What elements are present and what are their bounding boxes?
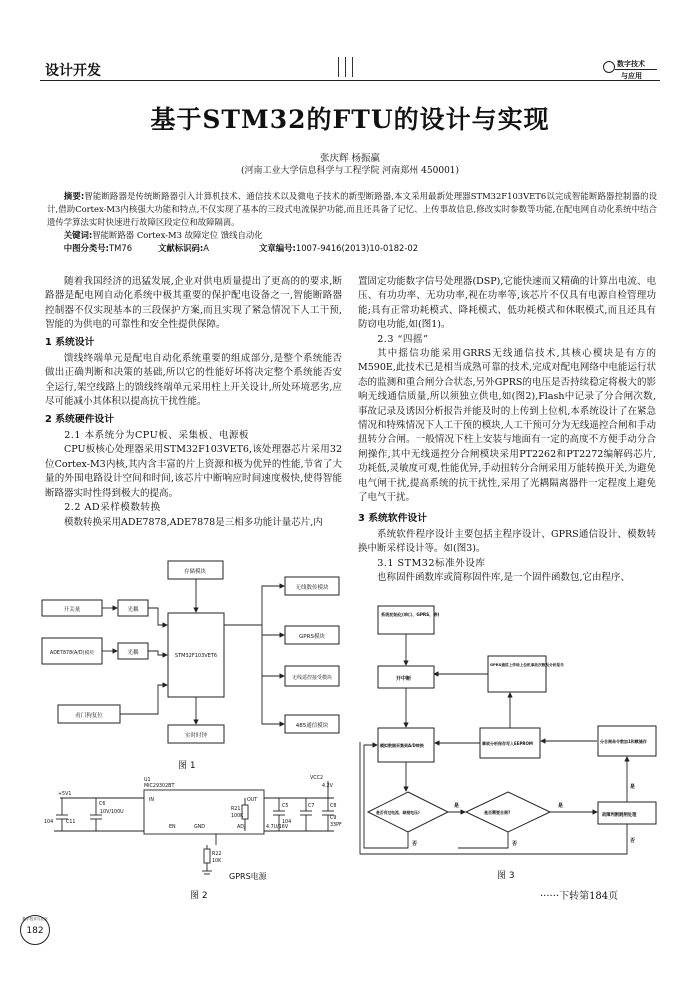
c5-label: C5	[282, 804, 289, 809]
yes-label-2: 是	[558, 803, 564, 809]
figure-2-caption: 图 2	[190, 891, 208, 901]
section-1-heading: 1 系统设计	[45, 336, 95, 348]
section-3-heading: 3 系统软件设计	[358, 512, 428, 524]
journal-logo	[597, 57, 659, 83]
pin-en-label: EN	[169, 825, 176, 830]
watchdog-label: 看门狗复位	[75, 713, 103, 719]
c9-value: 33PF	[330, 823, 342, 828]
no-label-1: 否	[412, 841, 418, 847]
gprs-label: GPRS模块	[299, 634, 325, 640]
remote-label: 无线遥控接受模块	[291, 675, 333, 681]
r21-value: 100K	[231, 814, 244, 819]
pin-out-label: OUT	[247, 798, 258, 803]
continued-note: ······下转第184页	[540, 891, 619, 902]
trip-question: 是否需要合闸?	[484, 810, 511, 815]
logo-line-1: 数字技术	[617, 60, 645, 68]
header-rule	[40, 80, 660, 81]
optocoupler-label-1: 光耦	[127, 607, 139, 613]
r22-label: R22	[212, 852, 222, 857]
c11-value: 104	[44, 820, 54, 825]
logo-mark	[603, 61, 615, 73]
ade-label: ADE7878(A/D)模块	[49, 651, 95, 656]
article-no-label: 文章编号:	[259, 243, 296, 253]
left-column	[45, 275, 342, 530]
cap-value: 4.7U/16V	[266, 825, 289, 830]
init-box	[378, 606, 434, 634]
yes-label-1: 是	[454, 803, 460, 809]
section-2-2-heading: 2.2 AD采样模数转换	[64, 502, 161, 514]
abstract-label: 摘要:	[63, 191, 85, 201]
save-label: 事故分析保存写入EEPROM	[482, 741, 533, 746]
storage-label: 存储模块	[183, 569, 207, 575]
page-number: 182	[26, 926, 44, 936]
yes-label-3: 是	[630, 784, 636, 790]
c5-value: 104	[282, 820, 292, 825]
section-2-1-paragraph: CPU板核心处理器采用STM32F103VET6,该处理器芯片采用32位Cortex-M3内核,其内含丰富的片上资源和极为优异的性能,节省了大量的外围电路设计空间和时间,该芯片中断响应时间速度极快,使得智能断路器实时性得到极大的提高。	[45, 444, 342, 499]
figure-3-caption: 图 3	[497, 871, 515, 881]
cpu-label: STM32F103VET6	[174, 653, 218, 659]
doc-code: A	[203, 243, 209, 253]
section-3-paragraph: 系统软件程序设计主要包括主程序设计、GPRS通信设计、模数转换中断采样设计等。如(图3)。	[358, 528, 656, 555]
c9-label: C9	[330, 816, 337, 821]
keywords: 智能断路器 Cortex-M3 故障定位 馈线自动化	[92, 230, 263, 240]
figure-3-flowchart	[358, 602, 658, 864]
no-label-3: 否	[630, 838, 636, 844]
c7-label: C7	[308, 804, 315, 809]
c8-label: C8	[330, 804, 337, 809]
continued-paragraph: 置固定功能数字信号处理器(DSP),它能快速而又精确的计算出电流、电压、有功功率、无功功率,视在功率等,该芯片不仅具有电源自检管理功能;具有正常功耗模式、降耗模式、低功耗模式和休眠模式,而且还具有防窃电功能,如(图1)。	[358, 276, 656, 331]
optocoupler-label-2: 光耦	[127, 650, 139, 656]
section-2-3-heading: 2.3 “四摇”	[377, 333, 429, 345]
page-number-seal	[20, 915, 50, 945]
pin-adj-label: ADJ	[237, 825, 246, 830]
section-2-heading: 2 系统硬件设计	[45, 413, 115, 425]
keywords-label: 关键词:	[63, 230, 93, 240]
int-enable-label: 开中断	[396, 676, 412, 682]
header-separator	[338, 57, 346, 77]
figure-1-caption: 图 1	[178, 761, 196, 771]
logo-underline	[615, 69, 657, 70]
u1-label: U1	[144, 778, 151, 783]
intro-paragraph: 随着我国经济的迅猛发展,企业对供电质量提出了更高的的要求,断路器是配电网自动化系统中极其重要的保护配电设备之一,智能断路器控制器不仅实现基本的三段保护方案,而且实现了紧急情况下人工干预,智能的为供电的可靠性和安全性提供保障。	[45, 276, 342, 331]
chip-label: MIC29302BT	[144, 784, 175, 789]
no-label-2: 否	[512, 841, 518, 847]
header-separator-right	[352, 57, 355, 77]
gprs-upload-label: GPRS通信上传给上位机事故次数及分析报告	[490, 663, 564, 667]
r21-label: R21	[231, 807, 241, 812]
r22-value: 10K	[212, 859, 222, 864]
circuit-title: GPRS电源	[229, 872, 267, 881]
sample-label: 模拟数据采集到A/D转换	[380, 743, 424, 748]
figure-2-circuit	[44, 773, 344, 883]
section-2-2-paragraph: 模数转换采用ADE7878,ADE7878是三相多功能计量芯片,内	[64, 516, 323, 528]
section-2-1-heading: 2.1 本系统分为CPU板、采集板、电源板	[64, 430, 250, 442]
vout-label: 4.2V	[322, 784, 333, 789]
logo-line-2: 与应用	[621, 72, 642, 80]
section-3-1-heading: 3.1 STM32标准外设库	[377, 557, 486, 569]
right-column	[358, 275, 656, 586]
clc: TM76	[109, 243, 133, 253]
pin-in-label: IN	[149, 798, 155, 803]
affiliation: (河南工业大学信息科学与工程学院 河南郑州 450001)	[240, 166, 460, 176]
section-1-paragraph: 馈线终端单元是配电自动化系统重要的组成部分,是整个系统能否做出正确判断和决策的基础,所以它的性能好坏将决定整个系统能否安全运行,架空线路上的馈线终端单元采用柱上开关设计,所处环境恶劣,应尽可能减小其体积以提高抗干扰性能。	[45, 353, 342, 408]
pin-gnd-label: GND	[194, 825, 205, 830]
abstract	[47, 190, 657, 255]
clc-label: 中图分类号:	[63, 243, 110, 253]
authors: 张庆辉 杨振赢	[319, 153, 381, 164]
gprs-upload-box	[488, 656, 546, 692]
paper-title: 基于STM32的FTU的设计与实现	[150, 105, 550, 134]
article-no: 1007-9416(2013)10-0182-02	[295, 243, 419, 253]
init-label: 系统初始化(串口、GPRS、等)	[381, 612, 440, 617]
switch-label: 开关量	[63, 607, 81, 613]
fault-question: 是否有过电流、缺相电压?	[376, 810, 420, 815]
c6-label: C6	[99, 802, 106, 807]
rtc-label: 实时时钟	[184, 733, 208, 739]
trip-label: 故障判断跳闸处理	[602, 813, 637, 818]
section-3-1-paragraph: 也称固件函数库或简称固件库,是一个固件函数包,它由程序、	[377, 572, 631, 584]
rs485-label: 485通信模块	[295, 723, 329, 729]
doc-code-label: 文献标识码:	[158, 243, 204, 253]
figure-1-block-diagram	[40, 555, 350, 755]
vin-label: +5V1	[58, 792, 72, 797]
c6-value: 10V/100U	[100, 810, 124, 815]
wireless-tx-label: 无线数传模块	[295, 585, 329, 591]
journal-section: 设计开发	[45, 63, 101, 79]
abstract-text: 智能断路器是传统断路器引入计算机技术、通信技术以及微电子技术的新型断路器,本文采用最新处理器STM32F103VET6以完成智能断路器控制器的设计,借助Cortex-M3内核强大功能和特点,不仅实现了基本的三段式电流保护功能,而且还具备了记忆、上传事故信息,修改实时参数等功能,在配电网自动化系统中结合遗传学算法实时快速进行故障区段定位和故障隔离。	[47, 191, 657, 227]
seal-text: 数字技术与应用	[22, 917, 48, 921]
vcc-label: VCC2	[310, 776, 324, 781]
c11-label: C11	[66, 820, 76, 825]
resistor-r22	[204, 849, 210, 863]
section-2-3-paragraph: 其中摇信功能采用GRRS无线通信技术,其核心模块是有方的M590E,此技术已是相当成熟可靠的技术,完成对配电网络中电能运行状态的监测和重合闸分合状态,另外GPRS的电压是否持续稳定将极大的影响无线通信质量,所以须独立供电,如(图2),Flash中记录了分合闸次数,事故记录及诱因分析报告并能及时的上传到上位机,本系统设计了在紧急情况和特殊情况下人工干预的模块,人工干预可分为无线遥控合闸和手动扭转分合闸。一般情况下柱上安装与地面有一定的高度不方便手动分合闸操作,其中无线遥控分合闸模块采用PT2262和PT2272编解码芯片,功耗低,灵敏度可观,性能优异,手动扭转分合闸采用万能转换开关,为避免电气闸干扰,提高系统的抗干扰性,采用了光耦隔离器件一定程度上避免了电气干扰。	[358, 348, 656, 504]
count-label: 分合闸命令数加1和赋储存	[600, 739, 647, 744]
